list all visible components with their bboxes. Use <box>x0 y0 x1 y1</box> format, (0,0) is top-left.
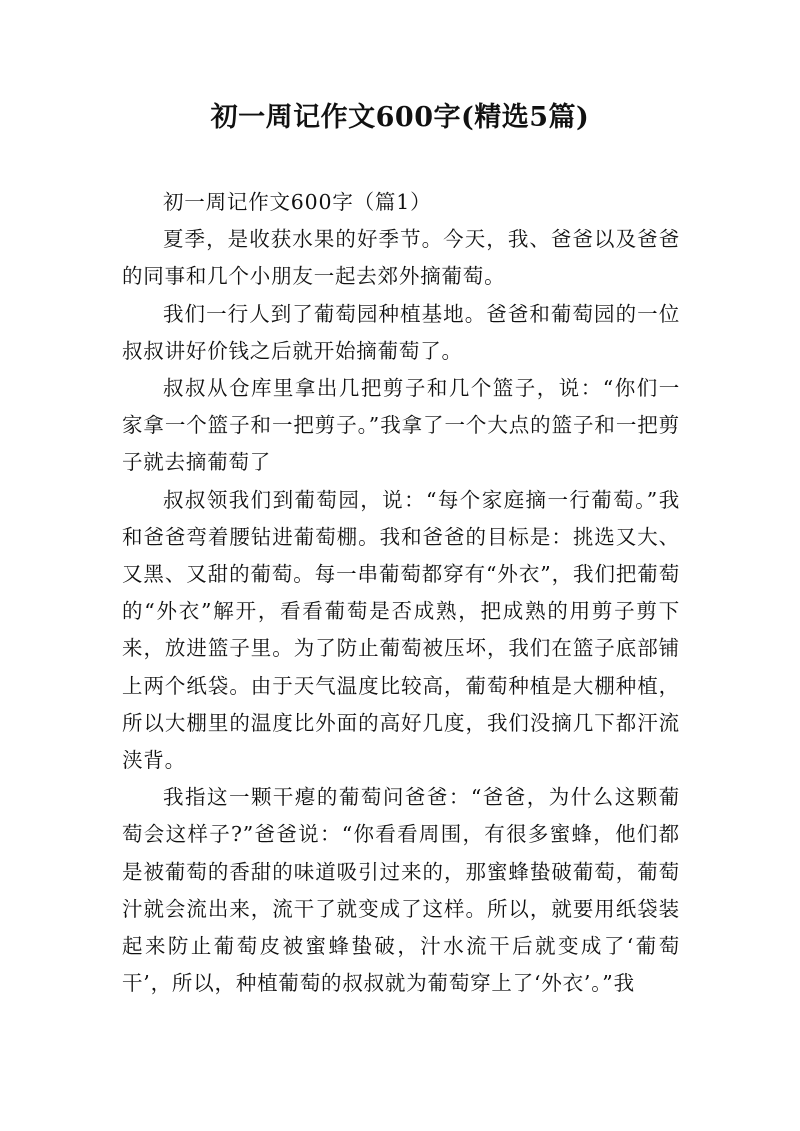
paragraph-1: 夏季，是收获水果的好季节。今天，我、爸爸以及爸爸的同事和几个小朋友一起去郊外摘葡萄。 <box>122 227 680 289</box>
paragraph-4: 叔叔领我们到葡萄园，说：“每个家庭摘一行葡萄。”我和爸爸弯着腰钻进葡萄棚。我和爸爸的目标是：挑选又大、又黑、又甜的葡萄。每一串葡萄都穿有“外衣”，我们把葡萄的“外衣”解开，看看葡萄是否成熟，把成熟的用剪子剪下来，放进篮子里。为了防止葡萄被压坏，我们在篮子底部铺上两个纸袋。由于天气温度比较高，葡萄种植是大棚种植，所以大棚里的温度比外面的高好几度，我们没摘几下都汗流浃背。 <box>122 487 680 773</box>
paragraph-2: 我们一行人到了葡萄园种植基地。爸爸和葡萄园的一位叔叔讲好价钱之后就开始摘葡萄了。 <box>122 301 680 363</box>
document-title: 初一周记作文600字(精选5篇) <box>210 102 590 133</box>
section-heading: 初一周记作文600字（篇1） <box>163 190 432 214</box>
paragraph-3: 叔叔从仓库里拿出几把剪子和几个篮子，说：“你们一家拿一个篮子和一把剪子。”我拿了一个大点的篮子和一把剪子就去摘葡萄了 <box>122 376 680 475</box>
document-body <box>122 184 680 1002</box>
paragraph-5: 我指这一颗干瘪的葡萄问爸爸：“爸爸，为什么这颗葡萄会这样子?”爸爸说：“你看看周围，有很多蜜蜂，他们都是被葡萄的香甜的味道吸引过来的，那蜜蜂蛰破葡萄，葡萄汁就会流出来，流干了就变成了这样。所以，就要用纸袋装起来防止葡萄皮被蜜蜂蛰破，汁水流干后就变成了‘葡萄干’，所以，种植葡萄的叔叔就为葡萄穿上了‘外衣’。”我 <box>122 785 680 996</box>
